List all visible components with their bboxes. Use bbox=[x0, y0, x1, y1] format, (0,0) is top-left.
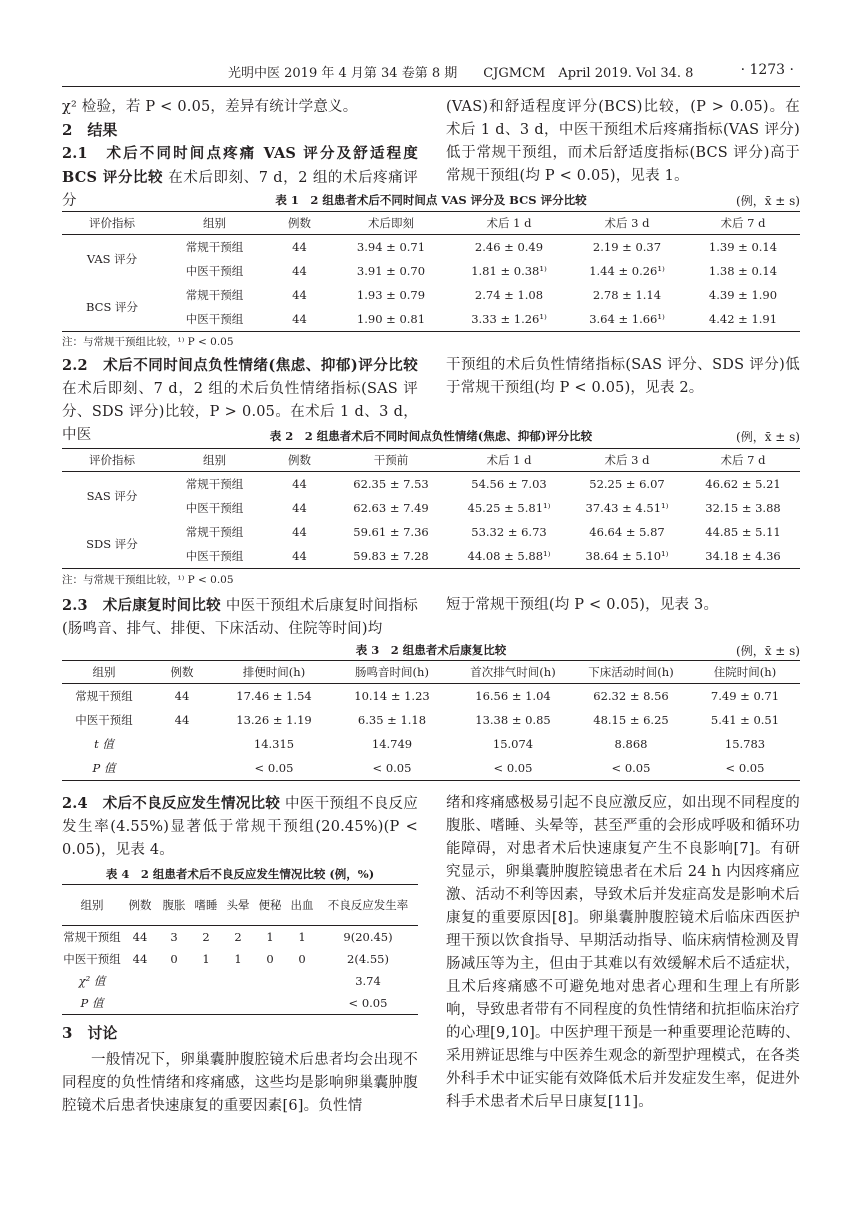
section-results-title: 2 结果 bbox=[62, 121, 118, 139]
table4-header-cell: 腹胀 bbox=[158, 885, 190, 926]
sec21-title: 2.1 术后不同时间点疼痛 VAS 评分及舒适程度 BCS 评分比较 bbox=[62, 145, 418, 186]
table3-cell: < 0.05 bbox=[725, 761, 765, 775]
table1-cell: 3.94 ± 0.71 bbox=[356, 240, 426, 254]
table4-cell bbox=[286, 992, 318, 1015]
table3-cell: 16.56 ± 1.04 bbox=[475, 689, 551, 703]
sec24-body: 中医干预组不良反应发生率(4.55%)显著低于常规干预组(20.45%)(P < 0.05)，见表 4。 bbox=[62, 796, 418, 858]
table4-cell: 常规干预组 bbox=[63, 930, 121, 944]
table2-cell: 44 bbox=[292, 501, 307, 515]
table3-cell: 5.41 ± 0.51 bbox=[710, 713, 780, 727]
table4-cell: 1 bbox=[202, 952, 210, 966]
table4-cell: 1 bbox=[266, 930, 274, 944]
table3-cell: 14.749 bbox=[371, 737, 413, 751]
table1-cell: 4.39 ± 1.90 bbox=[708, 288, 778, 302]
table2-cell: 常规干预组 bbox=[185, 525, 244, 539]
table3-cell: 14.315 bbox=[253, 737, 295, 751]
table2-cell: 46.62 ± 5.21 bbox=[705, 477, 781, 491]
table2-header-cell: 组别 bbox=[162, 449, 267, 472]
table3-cell: 44 bbox=[174, 689, 190, 703]
table2-unit: (例，x̄ ± s) bbox=[736, 430, 800, 444]
table3-cell: 6.35 ± 1.18 bbox=[357, 713, 427, 727]
table1-cell: 3.33 ± 1.26¹⁾ bbox=[471, 312, 547, 326]
table2-header-cell: 干预前 bbox=[332, 449, 450, 472]
table4-cell: 3.74 bbox=[355, 974, 381, 988]
table2-cell: 53.32 ± 6.73 bbox=[471, 525, 547, 539]
table1-header-cell: 术后 3 d bbox=[568, 212, 686, 235]
sec24-paragraph bbox=[62, 792, 418, 862]
table-row bbox=[62, 283, 800, 307]
table1-cell: 1.44 ± 0.26¹⁾ bbox=[589, 264, 665, 278]
table3-cell: 15.783 bbox=[724, 737, 766, 751]
table4-cell: 9(20.45) bbox=[343, 930, 393, 944]
journal-header: 光明中医 2019 年 4 月第 34 卷第 8 期 CJGMCM April 2019. Vol 34. 8 bbox=[228, 66, 694, 81]
right-column-top bbox=[446, 96, 800, 188]
table2-header-cell: 评价指标 bbox=[62, 449, 162, 472]
table1-cell: 2.74 ± 1.08 bbox=[474, 288, 544, 302]
table4-cell bbox=[158, 992, 190, 1015]
table4-caption: 表 4 2 组患者术后不良反应发生情况比较 (例，%) bbox=[105, 867, 375, 881]
sec21-body-right: (VAS)和舒适程度评分(BCS)比较，(P > 0.05)。在术后 1 d、3 d，中医干预组术后疼痛指标(VAS 评分)低于常规干预组，而术后舒适度指标(BCS 评分)高于常规干预组(均 P < 0.05)，见表 1。 bbox=[446, 99, 800, 184]
table4-cell: 1 bbox=[234, 952, 242, 966]
table4-cell bbox=[286, 970, 318, 992]
table3-caption-row bbox=[62, 642, 800, 658]
table-row bbox=[62, 756, 800, 781]
table2-cell: 44.08 ± 5.88¹⁾ bbox=[467, 549, 551, 563]
table2-cell: 44.85 ± 5.11 bbox=[705, 525, 781, 539]
table3-cell: 17.46 ± 1.54 bbox=[236, 689, 312, 703]
table2-note: 注：与常规干预组比较，¹⁾ P < 0.05 bbox=[62, 574, 234, 586]
table4-cell: 3 bbox=[170, 930, 178, 944]
table4-cell bbox=[222, 970, 254, 992]
table3-cell: 15.074 bbox=[492, 737, 534, 751]
table3-cell: P 值 bbox=[92, 761, 116, 775]
table3-header-cell: 组别 bbox=[62, 661, 146, 684]
table1-cell: 3.64 ± 1.66¹⁾ bbox=[589, 312, 665, 326]
table2 bbox=[62, 448, 800, 569]
running-header bbox=[0, 62, 860, 82]
sec22-right bbox=[446, 354, 800, 400]
table1-cell: 常规干预组 bbox=[185, 240, 244, 254]
table4-cell bbox=[222, 992, 254, 1015]
table2-cell: 中医干预组 bbox=[185, 501, 244, 515]
table1-cell: 3.91 ± 0.70 bbox=[356, 264, 426, 278]
table4-cell: 中医干预组 bbox=[63, 952, 121, 966]
page-number: · 1273 · bbox=[740, 62, 794, 78]
table3-cell: 中医干预组 bbox=[75, 713, 133, 727]
sec22-body-left: 在术后即刻、7 d，2 组的术后负性情绪指标(SAS 评分、SDS 评分)比较，P > 0.05。在术后 1 d、3 d，中医 bbox=[62, 381, 418, 443]
table2-cell: 37.43 ± 4.51¹⁾ bbox=[585, 501, 669, 515]
table2-group-label: SAS 评分 bbox=[86, 489, 138, 503]
table2-header-cell: 例数 bbox=[267, 449, 332, 472]
table1-cell: 1.90 ± 0.81 bbox=[356, 312, 426, 326]
table2-header-cell: 术后 7 d bbox=[686, 449, 800, 472]
table3-caption: 表 3 2 组患者术后康复比较 bbox=[355, 643, 507, 657]
table-row bbox=[62, 520, 800, 544]
table2-caption: 表 2 2 组患者术后不同时间点负性情绪(焦虑、抑郁)评分比较 bbox=[269, 429, 593, 443]
table3-cell: 44 bbox=[174, 713, 190, 727]
table2-cell: 32.15 ± 3.88 bbox=[705, 501, 781, 515]
table2-cell: 45.25 ± 5.81¹⁾ bbox=[467, 501, 551, 515]
table-row bbox=[62, 259, 800, 283]
table4-cell bbox=[122, 992, 158, 1015]
table1-group-label: VAS 评分 bbox=[86, 252, 138, 266]
table3-cell: 48.15 ± 6.25 bbox=[593, 713, 669, 727]
table4-header-cell: 头晕 bbox=[222, 885, 254, 926]
discussion-right bbox=[446, 792, 800, 1114]
table4-cell bbox=[254, 992, 286, 1015]
table3-cell: < 0.05 bbox=[254, 761, 294, 775]
table-row bbox=[62, 235, 800, 260]
table3-header-cell: 首次排气时间(h) bbox=[454, 661, 572, 684]
table1-cell: 4.42 ± 1.91 bbox=[708, 312, 778, 326]
table1-cell: 1.81 ± 0.38¹⁾ bbox=[471, 264, 547, 278]
table4-cell: 2(4.55) bbox=[347, 952, 389, 966]
table4-cell bbox=[190, 970, 222, 992]
table4-cell: 44 bbox=[132, 952, 148, 966]
table4-cell: χ² 值 bbox=[78, 974, 106, 988]
table2-group-label: SDS 评分 bbox=[86, 537, 138, 551]
table4-cell: 0 bbox=[170, 952, 178, 966]
table2-cell: 59.83 ± 7.28 bbox=[353, 549, 429, 563]
sec22-title: 2.2 术后不同时间点负性情绪(焦虑、抑郁)评分比较 bbox=[62, 357, 418, 374]
table4-cell: < 0.05 bbox=[348, 996, 388, 1010]
table-row bbox=[62, 307, 800, 332]
table4-cell bbox=[158, 970, 190, 992]
table2-cell: 44 bbox=[292, 525, 307, 539]
table4-cell bbox=[122, 970, 158, 992]
table1-cell: 中医干预组 bbox=[185, 264, 244, 278]
sec23-title: 2.3 术后康复时间比较 bbox=[62, 597, 221, 614]
sec24-left bbox=[62, 792, 418, 862]
table-row bbox=[62, 970, 418, 992]
table2-cell: 44 bbox=[292, 549, 307, 563]
table1-cell: 2.46 ± 0.49 bbox=[474, 240, 544, 254]
table1-cell: 常规干预组 bbox=[185, 288, 244, 302]
table2-header-cell: 术后 3 d bbox=[568, 449, 686, 472]
table4-header-cell: 出血 bbox=[286, 885, 318, 926]
sec23-left bbox=[62, 594, 418, 641]
table2-cell: 52.25 ± 6.07 bbox=[589, 477, 665, 491]
table1-cell: 2.19 ± 0.37 bbox=[592, 240, 662, 254]
sec23-body-right: 短于常规干预组(均 P < 0.05)，见表 3。 bbox=[446, 597, 719, 613]
table4-cell: 0 bbox=[266, 952, 274, 966]
table1-cell: 1.39 ± 0.14 bbox=[708, 240, 778, 254]
sec23-right bbox=[446, 594, 800, 617]
table3-cell: 62.32 ± 8.56 bbox=[593, 689, 669, 703]
table3-cell: 13.38 ± 0.85 bbox=[475, 713, 551, 727]
table1-cell: 中医干预组 bbox=[185, 312, 244, 326]
table-row bbox=[62, 544, 800, 569]
table2-cell: 中医干预组 bbox=[185, 549, 244, 563]
table4-header-cell: 例数 bbox=[122, 885, 158, 926]
table3-header-cell: 排便时间(h) bbox=[218, 661, 330, 684]
table4-cell: 44 bbox=[132, 930, 148, 944]
table-row bbox=[62, 992, 418, 1015]
table2-cell: 34.18 ± 4.36 bbox=[705, 549, 781, 563]
table1-cell: 1.38 ± 0.14 bbox=[708, 264, 778, 278]
table-row bbox=[62, 684, 800, 709]
table4-header-cell: 嗜睡 bbox=[190, 885, 222, 926]
table1-cell: 1.93 ± 0.79 bbox=[356, 288, 426, 302]
table3-header-cell: 下床活动时间(h) bbox=[572, 661, 690, 684]
table4-cell: 1 bbox=[298, 930, 306, 944]
table2-cell: 46.64 ± 5.87 bbox=[589, 525, 665, 539]
table1-cell: 2.78 ± 1.14 bbox=[592, 288, 662, 302]
table3-cell: 10.14 ± 1.23 bbox=[354, 689, 430, 703]
table3-header-cell: 例数 bbox=[146, 661, 218, 684]
table3-cell: < 0.05 bbox=[493, 761, 533, 775]
table3-cell bbox=[146, 756, 218, 781]
table3-header-cell: 住院时间(h) bbox=[690, 661, 800, 684]
table4-cell: P 值 bbox=[80, 996, 104, 1010]
sec24-title: 2.4 术后不良反应发生情况比较 bbox=[62, 795, 281, 812]
table3-cell: t 值 bbox=[94, 737, 114, 751]
table4-cell bbox=[190, 992, 222, 1015]
sec23-paragraph bbox=[62, 594, 418, 641]
table3-cell: 13.26 ± 1.19 bbox=[236, 713, 312, 727]
table2-cell: 54.56 ± 7.03 bbox=[471, 477, 547, 491]
table-row bbox=[62, 708, 800, 732]
table1-unit: (例，x̄ ± s) bbox=[736, 194, 800, 208]
table4-cell bbox=[254, 970, 286, 992]
table2-cell: 62.63 ± 7.49 bbox=[353, 501, 429, 515]
table1-cell: 44 bbox=[292, 240, 307, 254]
table1-caption: 表 1 2 组患者术后不同时间点 VAS 评分及 BCS 评分比较 bbox=[275, 193, 587, 207]
table1-header-cell: 术后 1 d bbox=[450, 212, 568, 235]
table3-cell: < 0.05 bbox=[372, 761, 412, 775]
stat-method-text: χ² 检验，若 P < 0.05，差异有统计学意义。 bbox=[62, 99, 358, 115]
table1-header-cell: 评价指标 bbox=[62, 212, 162, 235]
table4-header-cell: 组别 bbox=[62, 885, 122, 926]
table1-caption-row bbox=[62, 192, 800, 208]
table1-note: 注：与常规干预组比较，¹⁾ P < 0.05 bbox=[62, 336, 234, 348]
discussion-body-left: 一般情况下，卵巢囊肿腹腔镜术后患者均会出现不同程度的负性情绪和疼痛感，这些均是影响卵巢囊肿腹腔镜术后患者快速康复的重要因素[6]。负性情 bbox=[62, 1052, 418, 1114]
table4-cell: 2 bbox=[234, 930, 242, 944]
table1 bbox=[62, 211, 800, 332]
table3-cell: < 0.05 bbox=[611, 761, 651, 775]
table2-header-cell: 术后 1 d bbox=[450, 449, 568, 472]
discussion-left bbox=[62, 1022, 418, 1118]
sec21-body-left: 在术后即刻、7 d，2 组的术后疼痛评分 bbox=[62, 170, 418, 209]
table2-caption-row bbox=[62, 428, 800, 444]
table-row bbox=[62, 496, 800, 520]
table1-cell: 44 bbox=[292, 312, 307, 326]
table2-cell: 62.35 ± 7.53 bbox=[353, 477, 429, 491]
header-rule bbox=[62, 86, 800, 87]
table4-cell: 0 bbox=[298, 952, 306, 966]
table3-cell bbox=[146, 732, 218, 756]
table3-unit: (例，x̄ ± s) bbox=[736, 644, 800, 658]
table2-cell: 常规干预组 bbox=[185, 477, 244, 491]
table3-header-cell: 肠鸣音时间(h) bbox=[330, 661, 454, 684]
discussion-body-right: 绪和疼痛感极易引起不良应激反应，如出现不同程度的腹胀、嗜睡、头晕等，甚至严重的会形成呼吸和循环功能障碍，对患者术后快速康复产生不良影响[7]。有研究显示，卵巢囊肿腹腔镜患者在术后 24 h 内因疼痛应激、活动不利等因素，导致术后并发症高发是影响术后康复的重要原因[8]。卵巢囊肿腹腔镜术后临床西医护理干预以饮食指导、早期活动指导、临床病情检测及胃肠减压等为主，但由于其难以有效缓解术后不适症状，且术后疼痛感不可避免地对患者心理和生理上有所影响，导致患者带有不同程度的负性情绪和抗拒临床治疗的心理[9,10]。中医护理干预是一种重要理论范畴的、采用辨证思维与中医养生观念的新型护理模式，在各类外科手术中证实能有效降低术后并发症发生率，促进外科手术患者术后早日康复[11]。 bbox=[446, 795, 800, 1110]
table1-cell: 44 bbox=[292, 264, 307, 278]
sec22-body-right: 干预组的术后负性情绪指标(SAS 评分、SDS 评分)低于常规干预组(均 P < 0.05)，见表 2。 bbox=[446, 357, 800, 396]
table2-cell: 59.61 ± 7.36 bbox=[353, 525, 429, 539]
table-row bbox=[62, 472, 800, 497]
table3 bbox=[62, 660, 800, 781]
sec23-body-left: 中医干预组术后康复时间指标(肠鸣音、排气、排便、下床活动、住院等时间)均 bbox=[62, 598, 418, 637]
table3-cell: 常规干预组 bbox=[75, 689, 133, 703]
table1-cell: 44 bbox=[292, 288, 307, 302]
table-row bbox=[62, 926, 418, 949]
table2-cell: 44 bbox=[292, 477, 307, 491]
table3-cell: 7.49 ± 0.71 bbox=[710, 689, 780, 703]
table1-group-label: BCS 评分 bbox=[86, 300, 138, 314]
table2-cell: 38.64 ± 5.10¹⁾ bbox=[585, 549, 669, 563]
table1-header-cell: 术后 7 d bbox=[686, 212, 800, 235]
table4-cell: 2 bbox=[202, 930, 210, 944]
table-row bbox=[62, 948, 418, 970]
table3-cell: 8.868 bbox=[614, 737, 648, 751]
section-discussion-title: 3 讨论 bbox=[62, 1024, 118, 1042]
table4 bbox=[62, 884, 418, 1015]
table4-header-cell: 不良反应发生率 bbox=[318, 885, 418, 926]
table4-header-cell: 便秘 bbox=[254, 885, 286, 926]
table1-header-cell: 组别 bbox=[162, 212, 267, 235]
table-row bbox=[62, 732, 800, 756]
table1-header-cell: 术后即刻 bbox=[332, 212, 450, 235]
table1-header-cell: 例数 bbox=[267, 212, 332, 235]
